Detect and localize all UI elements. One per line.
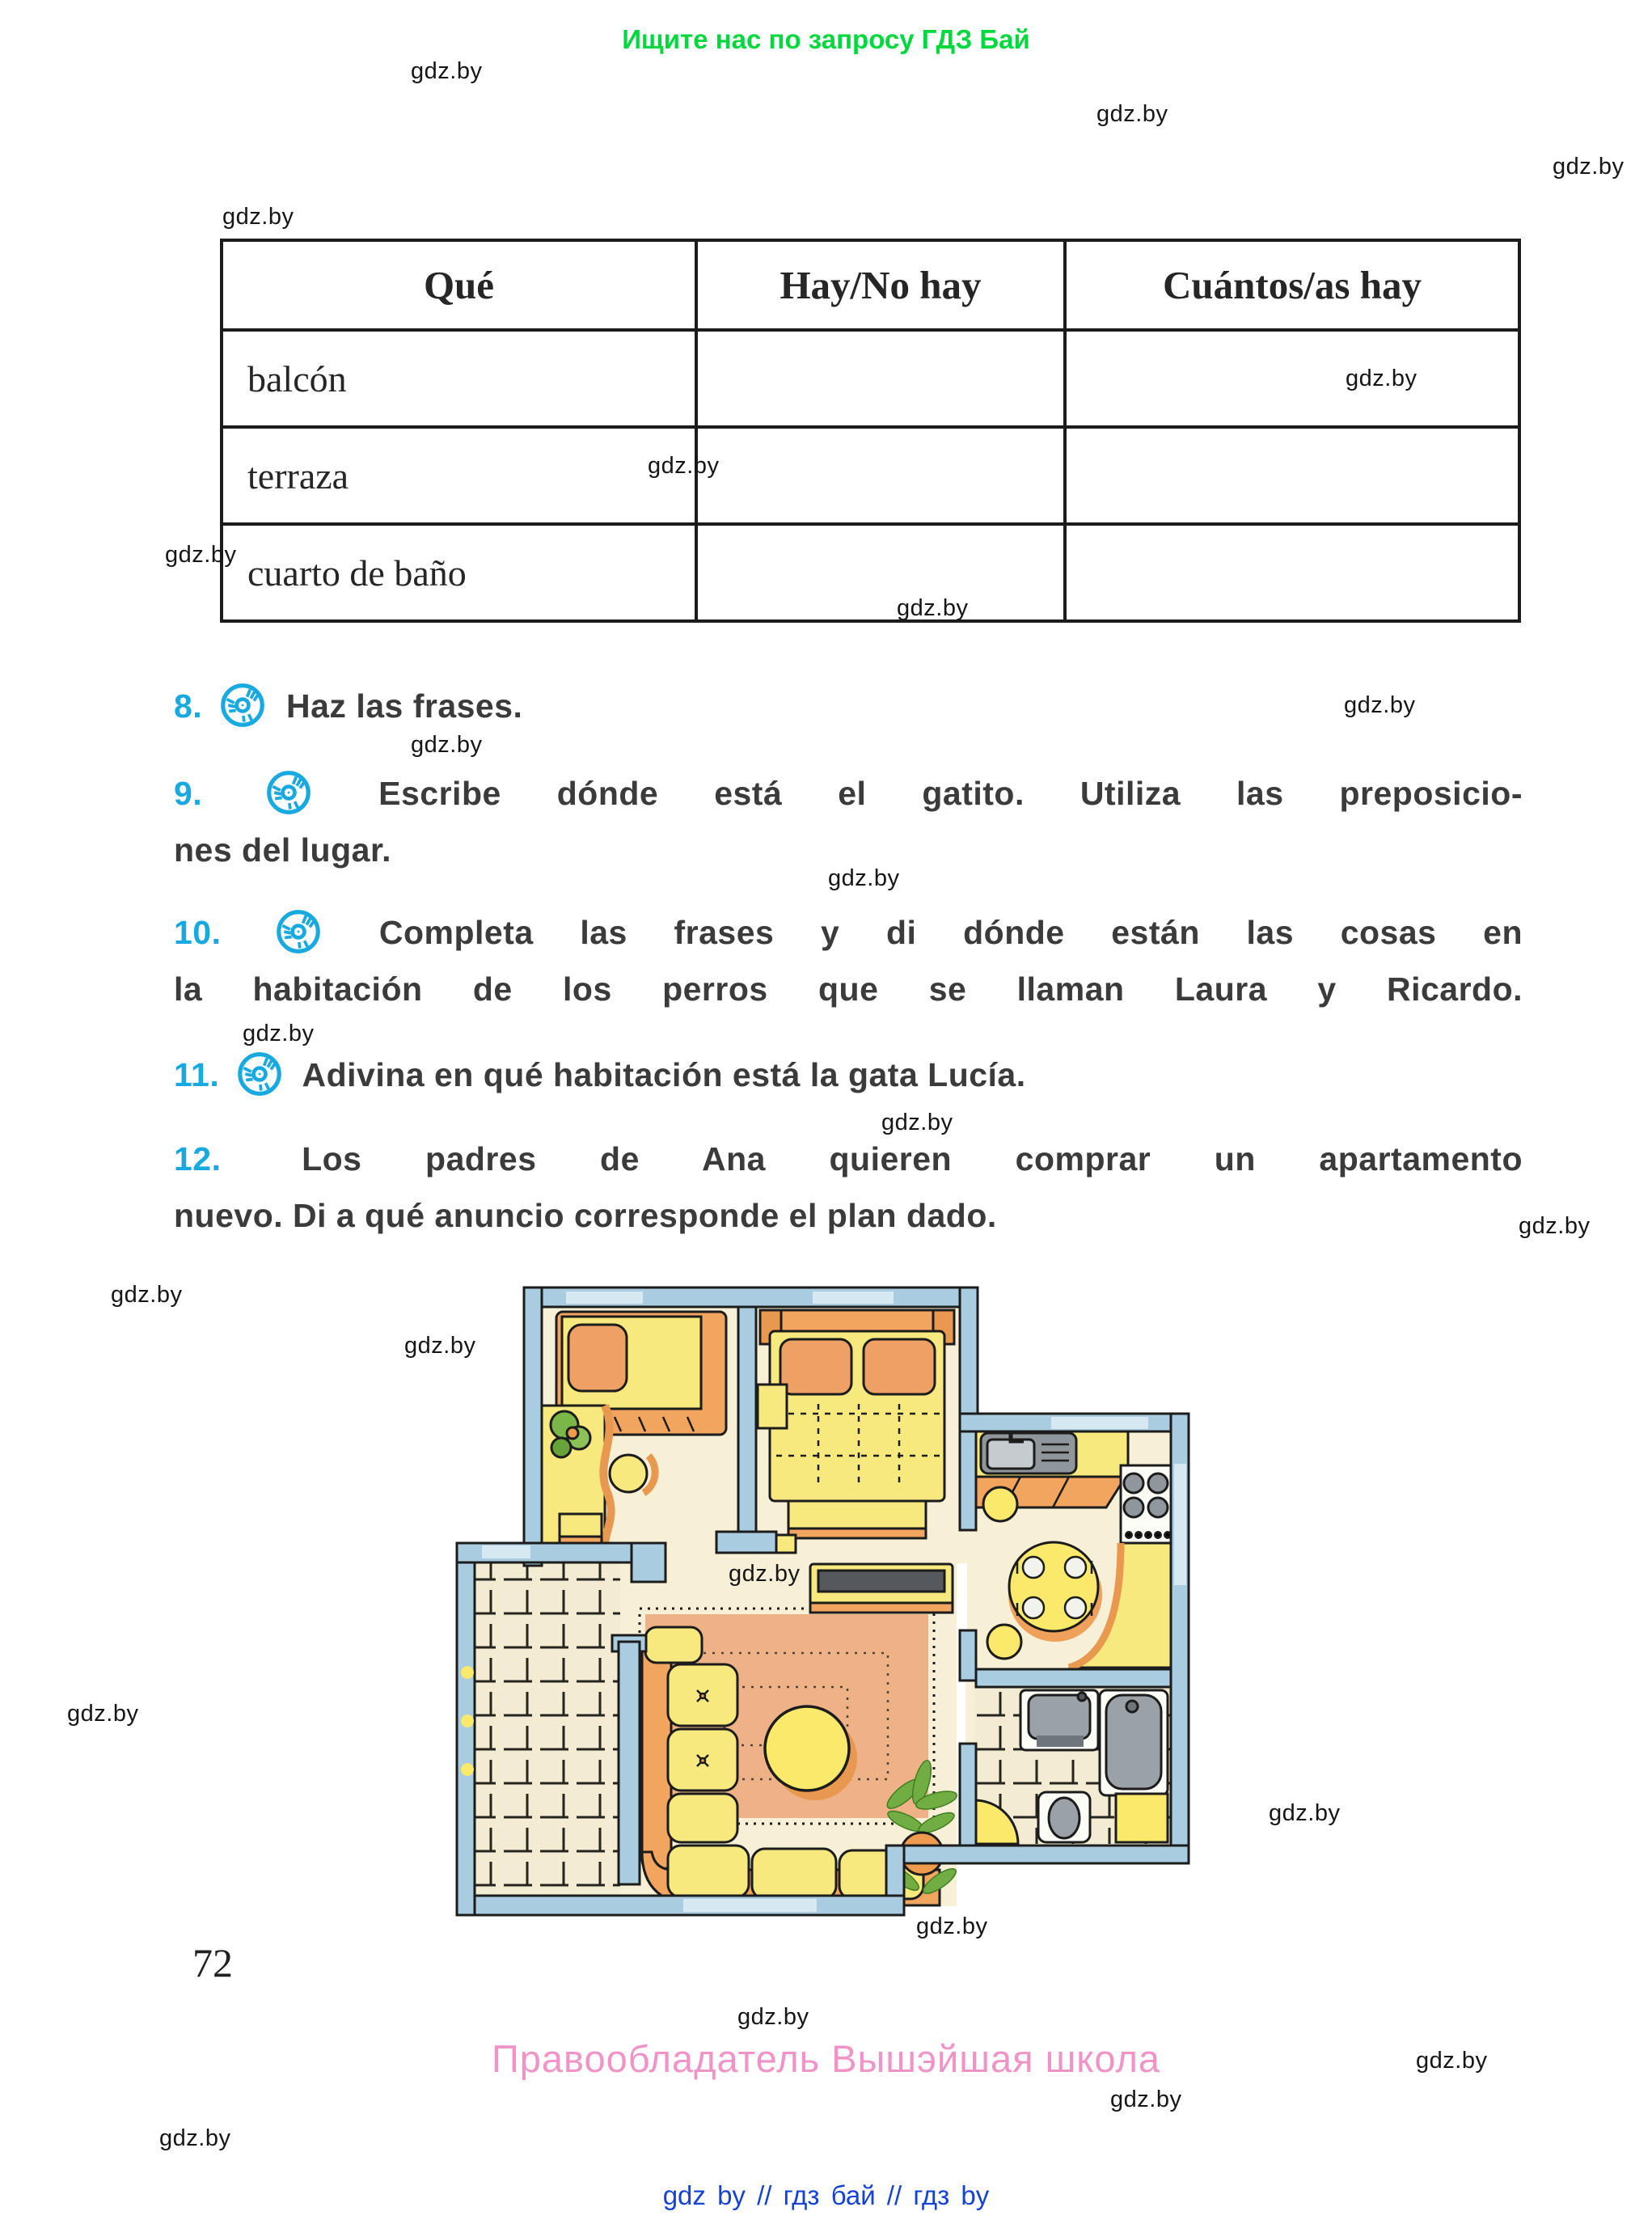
gdz-watermark: gdz.by (1416, 2048, 1488, 2074)
gdz-watermark: gdz.by (881, 1110, 953, 1135)
vocabulary-table (220, 239, 1521, 623)
pillow (568, 1325, 627, 1391)
gdz-watermark: gdz.by (737, 2004, 809, 2030)
table-header-cell: Qué (222, 240, 696, 330)
table-cell (696, 524, 1065, 621)
plate (1023, 1557, 1044, 1578)
gdz-watermark: gdz.by (165, 542, 237, 568)
exercise-number: 9. (174, 775, 203, 812)
plate (1065, 1597, 1086, 1618)
exercise-text: Adivina en qué habitación está la gata Lucía. (302, 1056, 1026, 1093)
tv (818, 1571, 944, 1592)
gdz-watermark: gdz.by (828, 865, 900, 891)
table-body (222, 330, 1519, 621)
gdz-watermark: gdz.by (897, 595, 969, 621)
exercise (174, 904, 1523, 1017)
table-cell (1065, 427, 1519, 524)
table-cell: balcón (222, 330, 696, 427)
gdz-watermark: gdz.by (411, 58, 483, 84)
exercise-text: Los padres de Ana quieren comprar un apartamento (302, 1140, 1523, 1178)
exercise-line (174, 1187, 1523, 1244)
exercise (174, 678, 1523, 734)
bath-mat (1116, 1794, 1168, 1842)
table-cell (696, 330, 1065, 427)
gdz-watermark: gdz.by (67, 1701, 139, 1727)
table-cell: terraza (222, 427, 696, 524)
gdz-watermark: gdz.by (411, 732, 483, 758)
exercise-text: Completa las frases y di dónde están las cosas en (378, 914, 1523, 951)
table-row (222, 524, 1519, 621)
exercise-line (174, 678, 1523, 734)
plate (1065, 1557, 1086, 1578)
cd-icon (237, 1051, 282, 1097)
gdz-watermark: gdz.by (159, 2125, 231, 2151)
hallway-tiled-floor (475, 1562, 620, 1897)
gdz-watermark: gdz.by (404, 1333, 476, 1359)
gdz-watermark: gdz.by (1519, 1213, 1591, 1239)
floor-plan-illustration (453, 1282, 1197, 1921)
pillow (780, 1339, 851, 1394)
copyright-text: Правообладатель Вышэйшая школа (491, 2037, 1161, 2080)
table-row (222, 330, 1519, 427)
exercise-line (174, 765, 1523, 822)
cd-icon (266, 770, 311, 815)
coffee-table (765, 1706, 849, 1791)
sofa-cushion (645, 1627, 702, 1663)
sofa-cushion (668, 1794, 737, 1842)
table-header-cell: Hay/No hay (696, 240, 1065, 330)
gdz-watermark: gdz.by (1269, 1800, 1341, 1826)
plate (1023, 1597, 1044, 1618)
gdz-watermark: gdz.by (916, 1913, 988, 1939)
exercise-number: 10. (174, 914, 222, 951)
stool (987, 1625, 1021, 1659)
table-header-row (222, 240, 1519, 330)
stool (983, 1487, 1017, 1521)
sofa-cushion (668, 1846, 749, 1897)
table-cell (696, 427, 1065, 524)
exercise-text: Escribe dónde está el gatito. Utiliza las preposicio- (378, 775, 1523, 812)
table-cell (1065, 330, 1519, 427)
exercise-text: nuevo. Di a qué anuncio corresponde el plan dado. (174, 1197, 997, 1234)
gdz-watermark: gdz.by (1096, 101, 1168, 127)
gdz-watermark: gdz.by (222, 204, 294, 230)
bedside-shelf (758, 1385, 787, 1428)
pillow (864, 1339, 935, 1394)
table-row (222, 427, 1519, 524)
gdz-watermark: gdz.by (1346, 366, 1418, 391)
exercise-line (174, 961, 1523, 1017)
exercise-number: 8. (174, 687, 203, 725)
exercise-line (174, 1046, 1523, 1103)
table-cell (1065, 524, 1519, 621)
exercise-text: la habitación de los perros que se llaman Laura y Ricardo. (174, 970, 1523, 1008)
page-number: 72 (192, 1940, 233, 1985)
exercise (174, 1046, 1523, 1103)
exercise-number: 11. (174, 1056, 220, 1093)
exercise-text: Haz las frases. (286, 687, 523, 725)
gdz-watermark: gdz.by (1110, 2087, 1182, 2112)
headboard (760, 1310, 954, 1331)
gdz-watermark: gdz.by (1344, 692, 1416, 718)
bottom-links[interactable]: gdz by // гдз бай // гдз by (662, 2180, 990, 2210)
cd-icon (276, 909, 321, 954)
dining-table (1009, 1542, 1098, 1631)
sofa-cushion (752, 1849, 836, 1899)
table-cell: cuarto de baño (222, 524, 696, 621)
desk-chair (610, 1455, 647, 1492)
gdz-watermark: gdz.by (648, 453, 720, 479)
gdz-watermark: gdz.by (111, 1282, 183, 1308)
table-header-cell: Cuántos/as hay (1065, 240, 1519, 330)
exercise-text: nes del lugar. (174, 831, 392, 869)
exercise-line (174, 1131, 1523, 1187)
cd-icon (220, 683, 265, 728)
search-banner: Ищите нас по запросу ГДЗ Бай (622, 24, 1030, 54)
exercise (174, 1131, 1523, 1244)
gdz-watermark: gdz.by (1553, 154, 1625, 180)
gdz-watermark: gdz.by (243, 1021, 315, 1046)
exercise-number: 12. (174, 1140, 222, 1178)
gdz-watermark: gdz.by (729, 1561, 801, 1587)
exercise (174, 765, 1523, 878)
exercise-line (174, 904, 1523, 961)
